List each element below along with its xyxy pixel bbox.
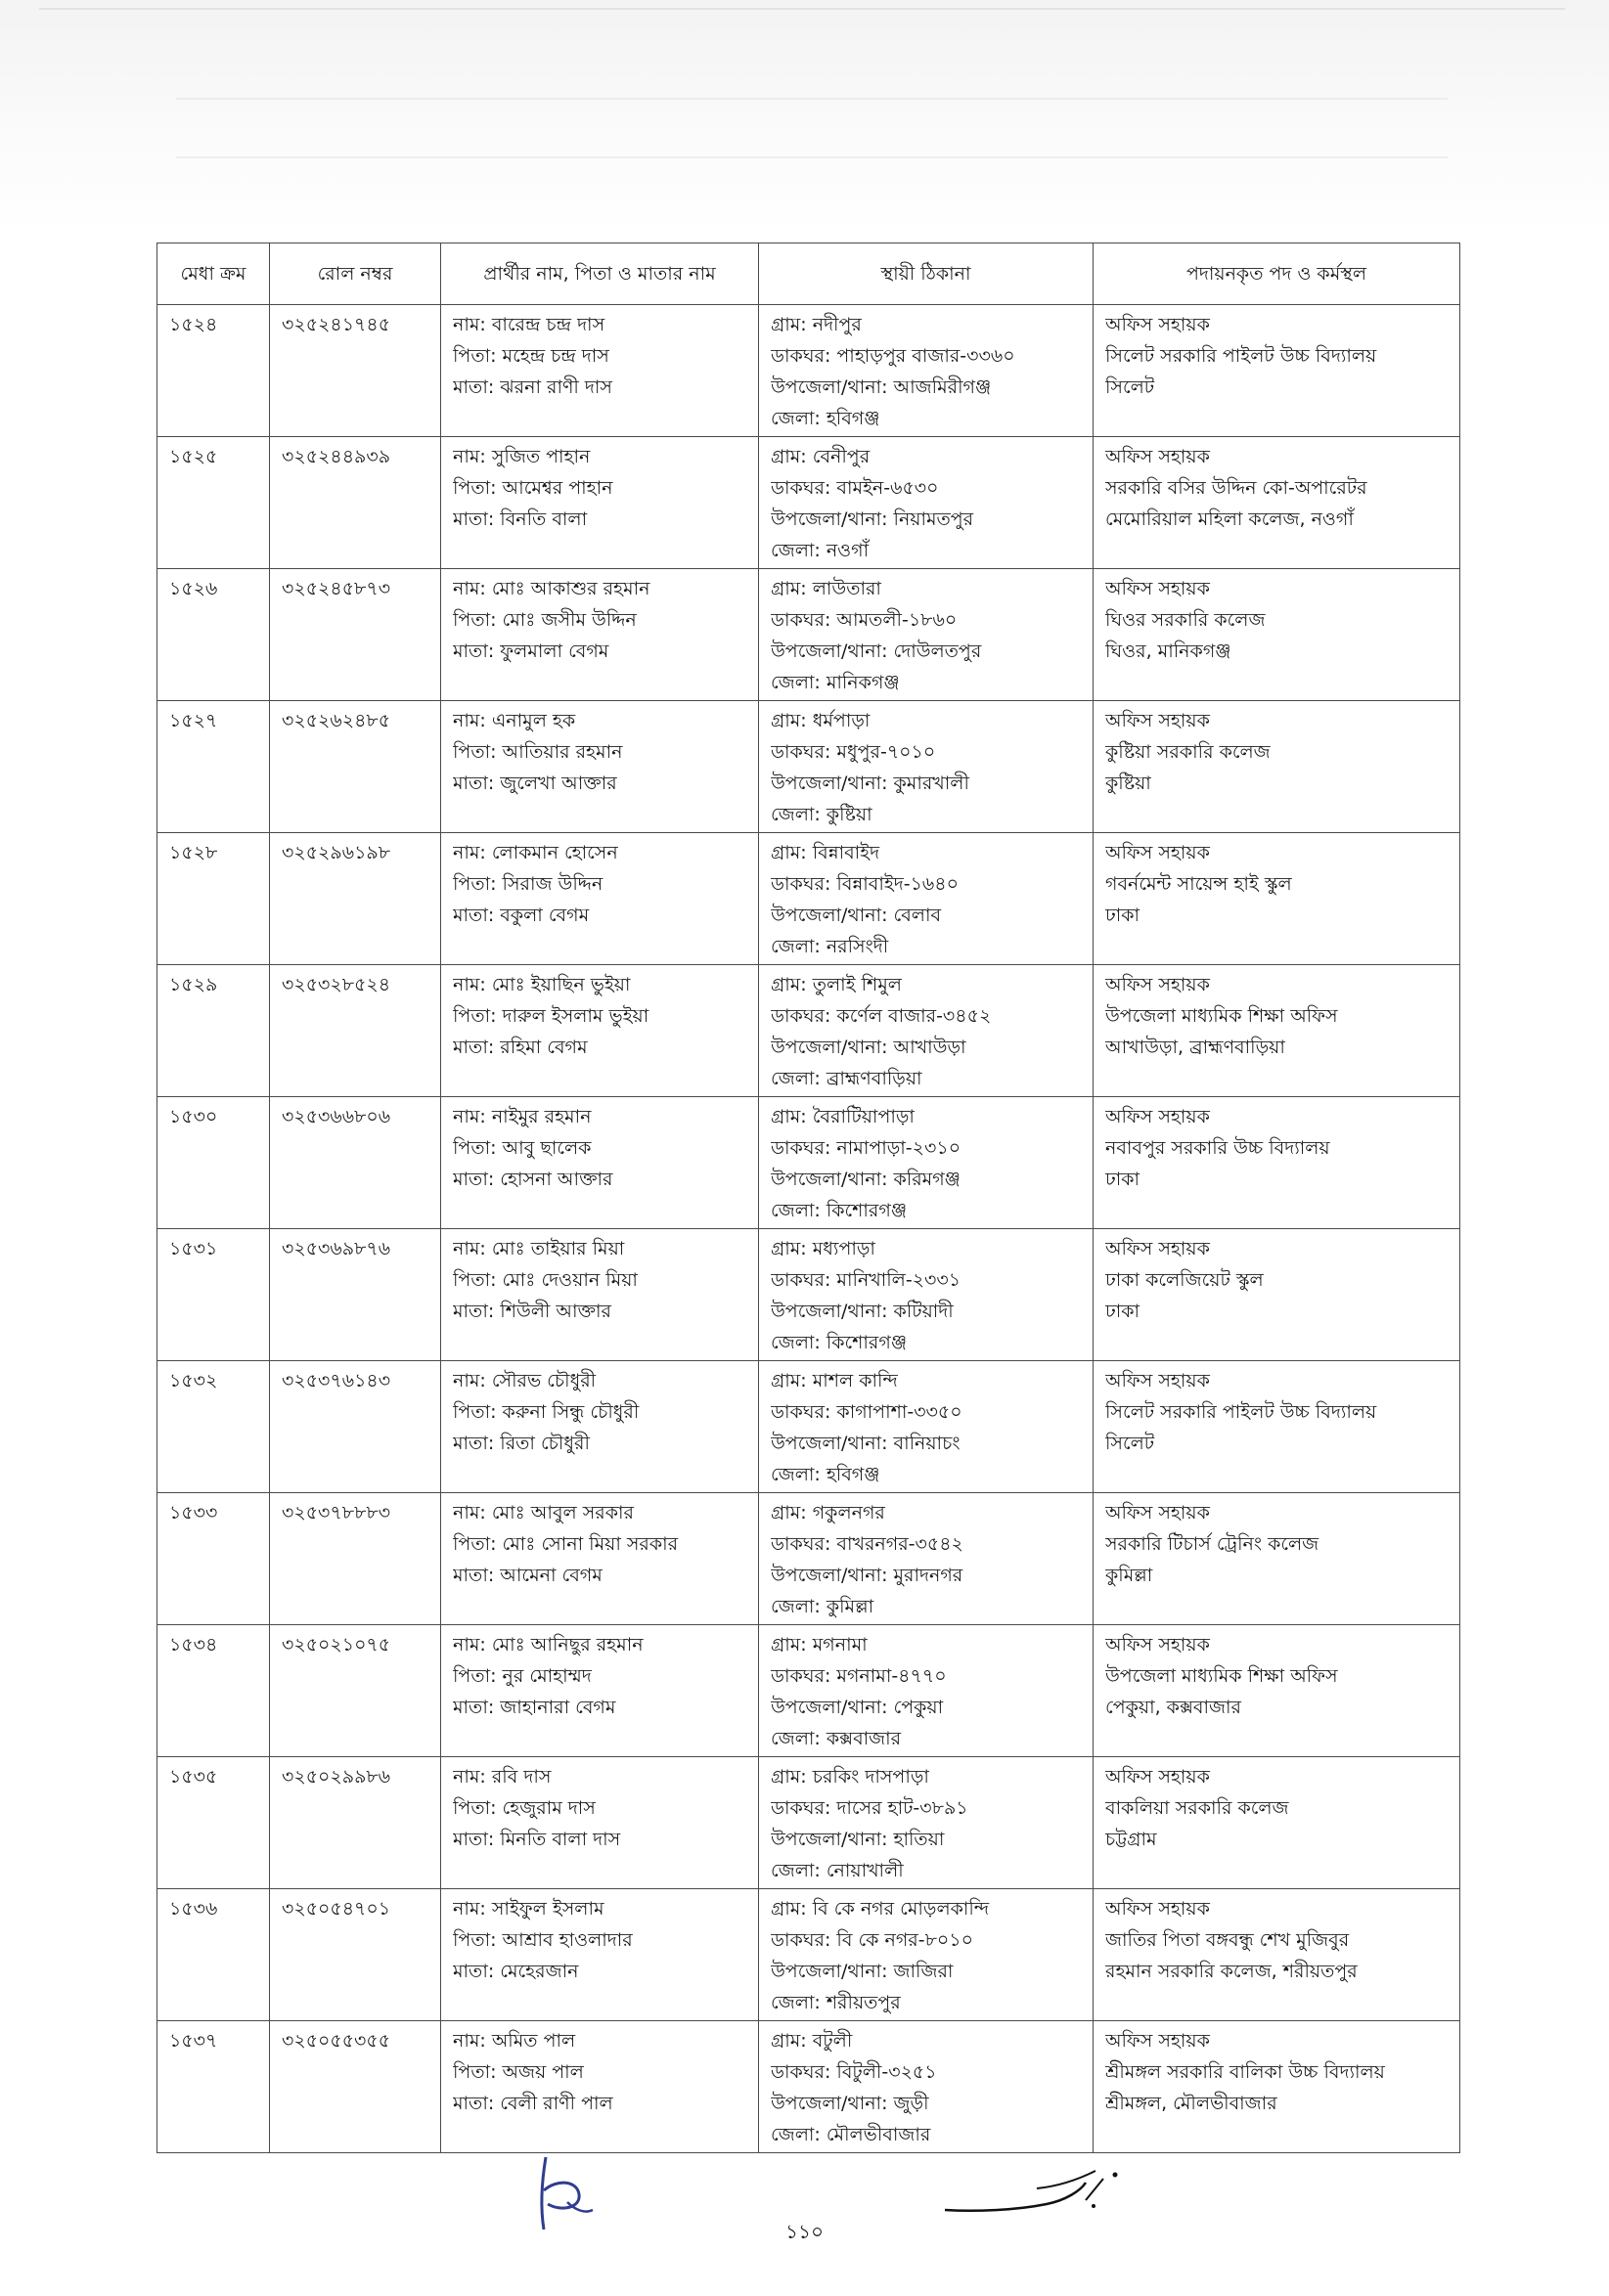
post-line: অফিস সহায়ক xyxy=(1105,974,1210,995)
post-line: অফিস সহায়ক xyxy=(1105,1898,1210,1920)
address-line: উপজেলা/থানা: হাতিয়া xyxy=(771,1829,945,1850)
table-row xyxy=(157,965,1460,1097)
post-line: অফিস সহায়ক xyxy=(1105,1370,1210,1391)
address-line: উপজেলা/থানা: কুমারখালী xyxy=(771,773,969,794)
address-line: উপজেলা/থানা: মুরাদনগর xyxy=(771,1565,963,1586)
name-line: পিতা: মহেন্দ্র চন্দ্র দাস xyxy=(453,345,609,367)
post-line: বাকলিয়া সরকারি কলেজ xyxy=(1105,1797,1289,1819)
roll-cell: ৩২৫২৯৬১৯৮ xyxy=(270,833,441,965)
table-row xyxy=(157,1889,1460,2021)
name-line: মাতা: হোসনা আক্তার xyxy=(453,1169,613,1190)
name-line: নাম: এনামুল হক xyxy=(453,710,576,731)
address-line: ডাকঘর: বি কে নগর-৮০১০ xyxy=(771,1929,973,1951)
address-line: জেলা: নরসিংদী xyxy=(771,936,889,957)
name-line: পিতা: আশ্রাব হাওলাদার xyxy=(453,1929,633,1951)
address-line: গ্রাম: মগনামা xyxy=(771,1634,868,1656)
post-line: ঢাকা কলেজিয়েট স্কুল xyxy=(1105,1269,1264,1291)
name-line: মাতা: মেহেরজান xyxy=(453,1961,579,1982)
address-line: জেলা: নওগাঁ xyxy=(771,540,870,561)
post-line: অফিস সহায়ক xyxy=(1105,1238,1210,1259)
address-line: জেলা: হবিগঞ্জ xyxy=(771,1464,880,1485)
name-line: মাতা: জুলেখা আক্তার xyxy=(453,773,617,794)
header-merit: মেধা ক্রম xyxy=(157,243,270,305)
address-cell xyxy=(759,1229,1094,1361)
address-line: ডাকঘর: কাগাপাশা-৩৩৫০ xyxy=(771,1401,962,1423)
address-cell xyxy=(759,569,1094,701)
address-line: উপজেলা/থানা: বেলাব xyxy=(771,905,942,926)
header-post: পদায়নকৃত পদ ও কর্মস্থল xyxy=(1094,243,1460,305)
roll-cell: ৩২৫২৪১৭৪৫ xyxy=(270,305,441,437)
post-line: সিলেট সরকারি পাইলট উচ্চ বিদ্যালয় xyxy=(1105,345,1377,367)
address-line: জেলা: কুমিল্লা xyxy=(771,1596,874,1617)
post-cell xyxy=(1094,965,1460,1097)
name-cell xyxy=(441,1757,759,1889)
address-line: গ্রাম: চরকিং দাসপাড়া xyxy=(771,1766,929,1788)
address-line: ডাকঘর: বাখরনগর-৩৫৪২ xyxy=(771,1533,963,1555)
address-line: জেলা: মানিকগঞ্জ xyxy=(771,672,900,693)
address-line: উপজেলা/থানা: আজমিরীগঞ্জ xyxy=(771,376,992,398)
address-line: জেলা: কিশোরগঞ্জ xyxy=(771,1200,908,1221)
name-line: পিতা: মোঃ দেওয়ান মিয়া xyxy=(453,1269,638,1291)
address-line: গ্রাম: লাউতারা xyxy=(771,578,881,599)
post-cell xyxy=(1094,1625,1460,1757)
address-line: উপজেলা/থানা: নিয়ামতপুর xyxy=(771,508,974,530)
address-line: ডাকঘর: নামাপাড়া-২৩১০ xyxy=(771,1137,961,1159)
post-line: অফিস সহায়ক xyxy=(1105,1502,1210,1523)
name-line: পিতা: নুর মোহাম্মদ xyxy=(453,1665,592,1687)
post-line: অফিস সহায়ক xyxy=(1105,1106,1210,1127)
header-address: স্থায়ী ঠিকানা xyxy=(759,243,1094,305)
address-cell xyxy=(759,1889,1094,2021)
post-line: সরকারি টিচার্স ট্রেনিং কলেজ xyxy=(1105,1533,1319,1555)
address-line: জেলা: কক্সবাজার xyxy=(771,1728,902,1749)
name-line: পিতা: আমেশ্বর পাহান xyxy=(453,477,613,499)
name-cell xyxy=(441,305,759,437)
name-line: নাম: নাইমুর রহমান xyxy=(453,1106,592,1127)
address-cell xyxy=(759,1097,1094,1229)
address-line: ডাকঘর: মধুপুর-৭০১০ xyxy=(771,741,936,763)
merit-cell: ১৫২৫ xyxy=(157,437,270,569)
name-line: মাতা: জাহানারা বেগম xyxy=(453,1697,616,1718)
name-cell xyxy=(441,965,759,1097)
address-line: উপজেলা/থানা: কটিয়াদী xyxy=(771,1301,954,1322)
address-line: ডাকঘর: বামইন-৬৫৩০ xyxy=(771,477,939,499)
address-line: ডাকঘর: বিন্নাবাইদ-১৬৪০ xyxy=(771,873,959,895)
post-cell xyxy=(1094,701,1460,833)
table-row xyxy=(157,305,1460,437)
post-cell xyxy=(1094,437,1460,569)
merit-cell: ১৫৩৩ xyxy=(157,1493,270,1625)
address-line: গ্রাম: মাশল কান্দি xyxy=(771,1370,898,1391)
post-line: ঢাকা xyxy=(1105,1301,1140,1322)
name-line: মাতা: আমেনা বেগম xyxy=(453,1565,603,1586)
name-line: মাতা: বকুলা বেগম xyxy=(453,905,590,926)
table-row xyxy=(157,1361,1460,1493)
post-cell xyxy=(1094,833,1460,965)
name-line: পিতা: মোঃ জসীম উদ্দিন xyxy=(453,609,637,631)
address-line: ডাকঘর: পাহাড়পুর বাজার-৩৩৬০ xyxy=(771,345,1015,367)
address-line: গ্রাম: বৈরাটিয়াপাড়া xyxy=(771,1106,915,1127)
scan-bleed-through xyxy=(0,0,1609,235)
post-line: সিলেট সরকারি পাইলট উচ্চ বিদ্যালয় xyxy=(1105,1401,1377,1423)
address-cell xyxy=(759,833,1094,965)
name-line: পিতা: আবু ছালেক xyxy=(453,1137,592,1159)
post-line: চট্টগ্রাম xyxy=(1105,1829,1157,1850)
name-cell xyxy=(441,2021,759,2153)
name-cell xyxy=(441,569,759,701)
merit-cell: ১৫২৮ xyxy=(157,833,270,965)
post-line: ঢাকা xyxy=(1105,1169,1140,1190)
post-line: নবাবপুর সরকারি উচ্চ বিদ্যালয় xyxy=(1105,1137,1330,1159)
page-number: ১১০ xyxy=(785,2220,824,2243)
address-line: গ্রাম: বিন্নাবাইদ xyxy=(771,842,880,863)
post-cell xyxy=(1094,2021,1460,2153)
bleed-line xyxy=(39,8,1565,10)
address-line: উপজেলা/থানা: জাজিরা xyxy=(771,1961,954,1982)
merit-cell: ১৫৩৬ xyxy=(157,1889,270,2021)
name-cell xyxy=(441,833,759,965)
post-line: শ্রীমঙ্গল, মৌলভীবাজার xyxy=(1105,2093,1277,2114)
roll-cell: ৩২৫০২৯৯৮৬ xyxy=(270,1757,441,1889)
post-line: সিলেট xyxy=(1105,376,1155,398)
header-name: প্রার্থীর নাম, পিতা ও মাতার নাম xyxy=(441,243,759,305)
table-row xyxy=(157,1097,1460,1229)
post-line: মেমোরিয়াল মহিলা কলেজ, নওগাঁ xyxy=(1105,508,1354,530)
name-line: মাতা: বিনতি বালা xyxy=(453,508,588,530)
table-row xyxy=(157,833,1460,965)
address-line: ডাকঘর: মগনামা-৪৭৭০ xyxy=(771,1665,947,1687)
address-cell xyxy=(759,701,1094,833)
address-cell xyxy=(759,437,1094,569)
name-line: নাম: মোঃ ইয়াছিন ভুইয়া xyxy=(453,974,631,995)
name-line: নাম: বারেন্দ্র চন্দ্র দাস xyxy=(453,314,605,335)
post-line: গবর্নমেন্ট সায়েন্স হাই স্কুল xyxy=(1105,873,1292,895)
table-body xyxy=(157,305,1460,2153)
table-row xyxy=(157,701,1460,833)
post-line: অফিস সহায়ক xyxy=(1105,578,1210,599)
post-line: জাতির পিতা বঙ্গবন্ধু শেখ মুজিবুর xyxy=(1105,1929,1350,1951)
post-line: কুষ্টিয়া xyxy=(1105,773,1151,794)
post-cell xyxy=(1094,1757,1460,1889)
roll-cell: ৩২৫০৫৫৩৫৫ xyxy=(270,2021,441,2153)
address-cell xyxy=(759,1493,1094,1625)
bleed-line xyxy=(176,98,1448,100)
post-line: অফিস সহায়ক xyxy=(1105,314,1210,335)
name-cell xyxy=(441,1889,759,2021)
name-line: মাতা: বেলী রাণী পাল xyxy=(453,2093,613,2114)
name-line: মাতা: ফুলমালা বেগম xyxy=(453,640,609,662)
merit-cell: ১৫২৬ xyxy=(157,569,270,701)
merit-cell: ১৫২৭ xyxy=(157,701,270,833)
roll-cell: ৩২৫৩২৮৫২৪ xyxy=(270,965,441,1097)
name-line: নাম: রবি দাস xyxy=(453,1766,552,1788)
name-line: নাম: সুজিত পাহান xyxy=(453,446,591,467)
name-line: নাম: মোঃ আকাশুর রহমান xyxy=(453,578,650,599)
name-line: মাতা: রিতা চৌধুরী xyxy=(453,1433,590,1454)
post-line: আখাউড়া, ব্রাহ্মণবাড়িয়া xyxy=(1105,1037,1285,1058)
post-line: অফিস সহায়ক xyxy=(1105,2030,1210,2052)
address-line: জেলা: মৌলভীবাজার xyxy=(771,2124,931,2145)
table-row xyxy=(157,437,1460,569)
name-cell xyxy=(441,1493,759,1625)
roll-cell: ৩২৫০৫৪৭০১ xyxy=(270,1889,441,2021)
address-line: জেলা: হবিগঞ্জ xyxy=(771,408,880,429)
address-line: গ্রাম: বটুলী xyxy=(771,2030,853,2052)
name-line: নাম: সৌরভ চৌধুরী xyxy=(453,1370,597,1391)
address-line: উপজেলা/থানা: পেকুয়া xyxy=(771,1697,944,1718)
name-line: পিতা: দারুল ইসলাম ভুইয়া xyxy=(453,1005,649,1027)
post-line: কুষ্টিয়া সরকারি কলেজ xyxy=(1105,741,1271,763)
post-cell xyxy=(1094,1889,1460,2021)
address-line: গ্রাম: তুলাই শিমুল xyxy=(771,974,902,995)
post-line: অফিস সহায়ক xyxy=(1105,446,1210,467)
merit-cell: ১৫২৪ xyxy=(157,305,270,437)
address-line: উপজেলা/থানা: আখাউড়া xyxy=(771,1037,966,1058)
table-row xyxy=(157,1625,1460,1757)
merit-cell: ১৫৩৭ xyxy=(157,2021,270,2153)
merit-cell: ১৫২৯ xyxy=(157,965,270,1097)
post-line: অফিস সহায়ক xyxy=(1105,1634,1210,1656)
address-line: গ্রাম: ধর্মপাড়া xyxy=(771,710,871,731)
merit-cell: ১৫৩১ xyxy=(157,1229,270,1361)
roll-cell: ৩২৫৩৬৯৮৭৬ xyxy=(270,1229,441,1361)
post-line: ঘিওর, মানিকগঞ্জ xyxy=(1105,640,1231,662)
name-line: নাম: মোঃ আবুল সরকার xyxy=(453,1502,634,1523)
post-line: পেকুয়া, কক্সবাজার xyxy=(1105,1697,1241,1718)
address-line: গ্রাম: বেনীপুর xyxy=(771,446,871,467)
address-line: জেলা: ব্রাহ্মণবাড়িয়া xyxy=(771,1068,922,1089)
address-line: ডাকঘর: দাসের হাট-৩৮৯১ xyxy=(771,1797,968,1819)
address-line: গ্রাম: মধ্যপাড়া xyxy=(771,1238,875,1259)
merit-cell: ১৫৩২ xyxy=(157,1361,270,1493)
post-line: উপজেলা মাধ্যমিক শিক্ষা অফিস xyxy=(1105,1005,1338,1027)
table-row xyxy=(157,1757,1460,1889)
name-cell xyxy=(441,437,759,569)
address-line: ডাকঘর: কর্ণেল বাজার-৩৪৫২ xyxy=(771,1005,992,1027)
name-line: নাম: সাইফুল ইসলাম xyxy=(453,1898,604,1920)
post-line: কুমিল্লা xyxy=(1105,1565,1153,1586)
address-line: জেলা: শরীয়তপুর xyxy=(771,1992,901,2013)
post-line: সিলেট xyxy=(1105,1433,1155,1454)
address-cell xyxy=(759,2021,1094,2153)
address-line: উপজেলা/থানা: করিমগঞ্জ xyxy=(771,1169,961,1190)
merit-cell: ১৫৩০ xyxy=(157,1097,270,1229)
roll-cell: ৩২৫৩৬৬৮০৬ xyxy=(270,1097,441,1229)
roll-cell: ৩২৫২৬২৪৮৫ xyxy=(270,701,441,833)
name-line: মাতা: মিনতি বালা দাস xyxy=(453,1829,621,1850)
post-line: অফিস সহায়ক xyxy=(1105,842,1210,863)
post-cell xyxy=(1094,1493,1460,1625)
name-cell xyxy=(441,701,759,833)
header-roll: রোল নম্বর xyxy=(270,243,441,305)
roll-cell: ৩২৫৩৭৬১৪৩ xyxy=(270,1361,441,1493)
address-line: ডাকঘর: মানিখালি-২৩৩১ xyxy=(771,1269,961,1291)
merit-cell: ১৫৩৫ xyxy=(157,1757,270,1889)
name-cell xyxy=(441,1229,759,1361)
name-line: পিতা: হেজুরাম দাস xyxy=(453,1797,596,1819)
table-row xyxy=(157,2021,1460,2153)
name-line: পিতা: মোঃ সোনা মিয়া সরকার xyxy=(453,1533,679,1555)
post-line: ঢাকা xyxy=(1105,905,1140,926)
post-cell xyxy=(1094,1097,1460,1229)
address-line: গ্রাম: নদীপুর xyxy=(771,314,862,335)
post-cell xyxy=(1094,305,1460,437)
address-cell xyxy=(759,1625,1094,1757)
post-line: শ্রীমঙ্গল সরকারি বালিকা উচ্চ বিদ্যালয় xyxy=(1105,2061,1385,2083)
name-line: পিতা: আতিয়ার রহমান xyxy=(453,741,623,763)
address-line: উপজেলা/থানা: বানিয়াচং xyxy=(771,1433,961,1454)
name-line: পিতা: অজয় পাল xyxy=(453,2061,584,2083)
post-line: সরকারি বসির উদ্দিন কো-অপারেটর xyxy=(1105,477,1367,499)
roll-cell: ৩২৫০২১০৭৫ xyxy=(270,1625,441,1757)
address-cell xyxy=(759,1361,1094,1493)
post-line: রহমান সরকারি কলেজ, শরীয়তপুর xyxy=(1105,1961,1358,1982)
name-line: নাম: মোঃ আনিছুর রহমান xyxy=(453,1634,644,1656)
address-line: গ্রাম: বি কে নগর মোড়লকান্দি xyxy=(771,1898,990,1920)
address-cell xyxy=(759,305,1094,437)
name-cell xyxy=(441,1097,759,1229)
address-line: ডাকঘর: আমতলী-১৮৬০ xyxy=(771,609,958,631)
address-cell xyxy=(759,965,1094,1097)
table-row xyxy=(157,1493,1460,1625)
post-cell xyxy=(1094,1361,1460,1493)
address-line: জেলা: কিশোরগঞ্জ xyxy=(771,1332,908,1353)
roll-cell: ৩২৫২৪৪৯৩৯ xyxy=(270,437,441,569)
post-line: অফিস সহায়ক xyxy=(1105,710,1210,731)
name-line: নাম: মোঃ তাইয়ার মিয়া xyxy=(453,1238,625,1259)
name-line: পিতা: করুনা সিন্ধু চৌধুরী xyxy=(453,1401,640,1423)
name-line: নাম: অমিত পাল xyxy=(453,2030,576,2052)
address-cell xyxy=(759,1757,1094,1889)
table-row xyxy=(157,1229,1460,1361)
merit-list-table xyxy=(156,243,1460,2153)
address-line: উপজেলা/থানা: জুড়ী xyxy=(771,2093,929,2114)
roll-cell: ৩২৫২৪৫৮৭৩ xyxy=(270,569,441,701)
address-line: ডাকঘর: বিটুলী-৩২৫১ xyxy=(771,2061,937,2083)
name-line: নাম: লোকমান হোসেন xyxy=(453,842,618,863)
post-cell xyxy=(1094,1229,1460,1361)
address-line: গ্রাম: গকুলনগর xyxy=(771,1502,885,1523)
post-line: অফিস সহায়ক xyxy=(1105,1766,1210,1788)
name-line: মাতা: ঝরনা রাণী দাস xyxy=(453,376,612,398)
post-cell xyxy=(1094,569,1460,701)
name-cell xyxy=(441,1625,759,1757)
post-line: উপজেলা মাধ্যমিক শিক্ষা অফিস xyxy=(1105,1665,1338,1687)
name-cell xyxy=(441,1361,759,1493)
address-line: উপজেলা/থানা: দোউলতপুর xyxy=(771,640,982,662)
roll-cell: ৩২৫৩৭৮৮৮৩ xyxy=(270,1493,441,1625)
name-line: পিতা: সিরাজ উদ্দিন xyxy=(453,873,603,895)
address-line: জেলা: কুষ্টিয়া xyxy=(771,804,872,825)
merit-cell: ১৫৩৪ xyxy=(157,1625,270,1757)
name-line: মাতা: শিউলী আক্তার xyxy=(453,1301,611,1322)
post-line: ঘিওর সরকারি কলেজ xyxy=(1105,609,1266,631)
table-header-row xyxy=(157,243,1460,305)
name-line: মাতা: রহিমা বেগম xyxy=(453,1037,588,1058)
table-row xyxy=(157,569,1460,701)
address-line: জেলা: নোয়াখালী xyxy=(771,1860,904,1881)
bleed-line xyxy=(176,156,1448,158)
